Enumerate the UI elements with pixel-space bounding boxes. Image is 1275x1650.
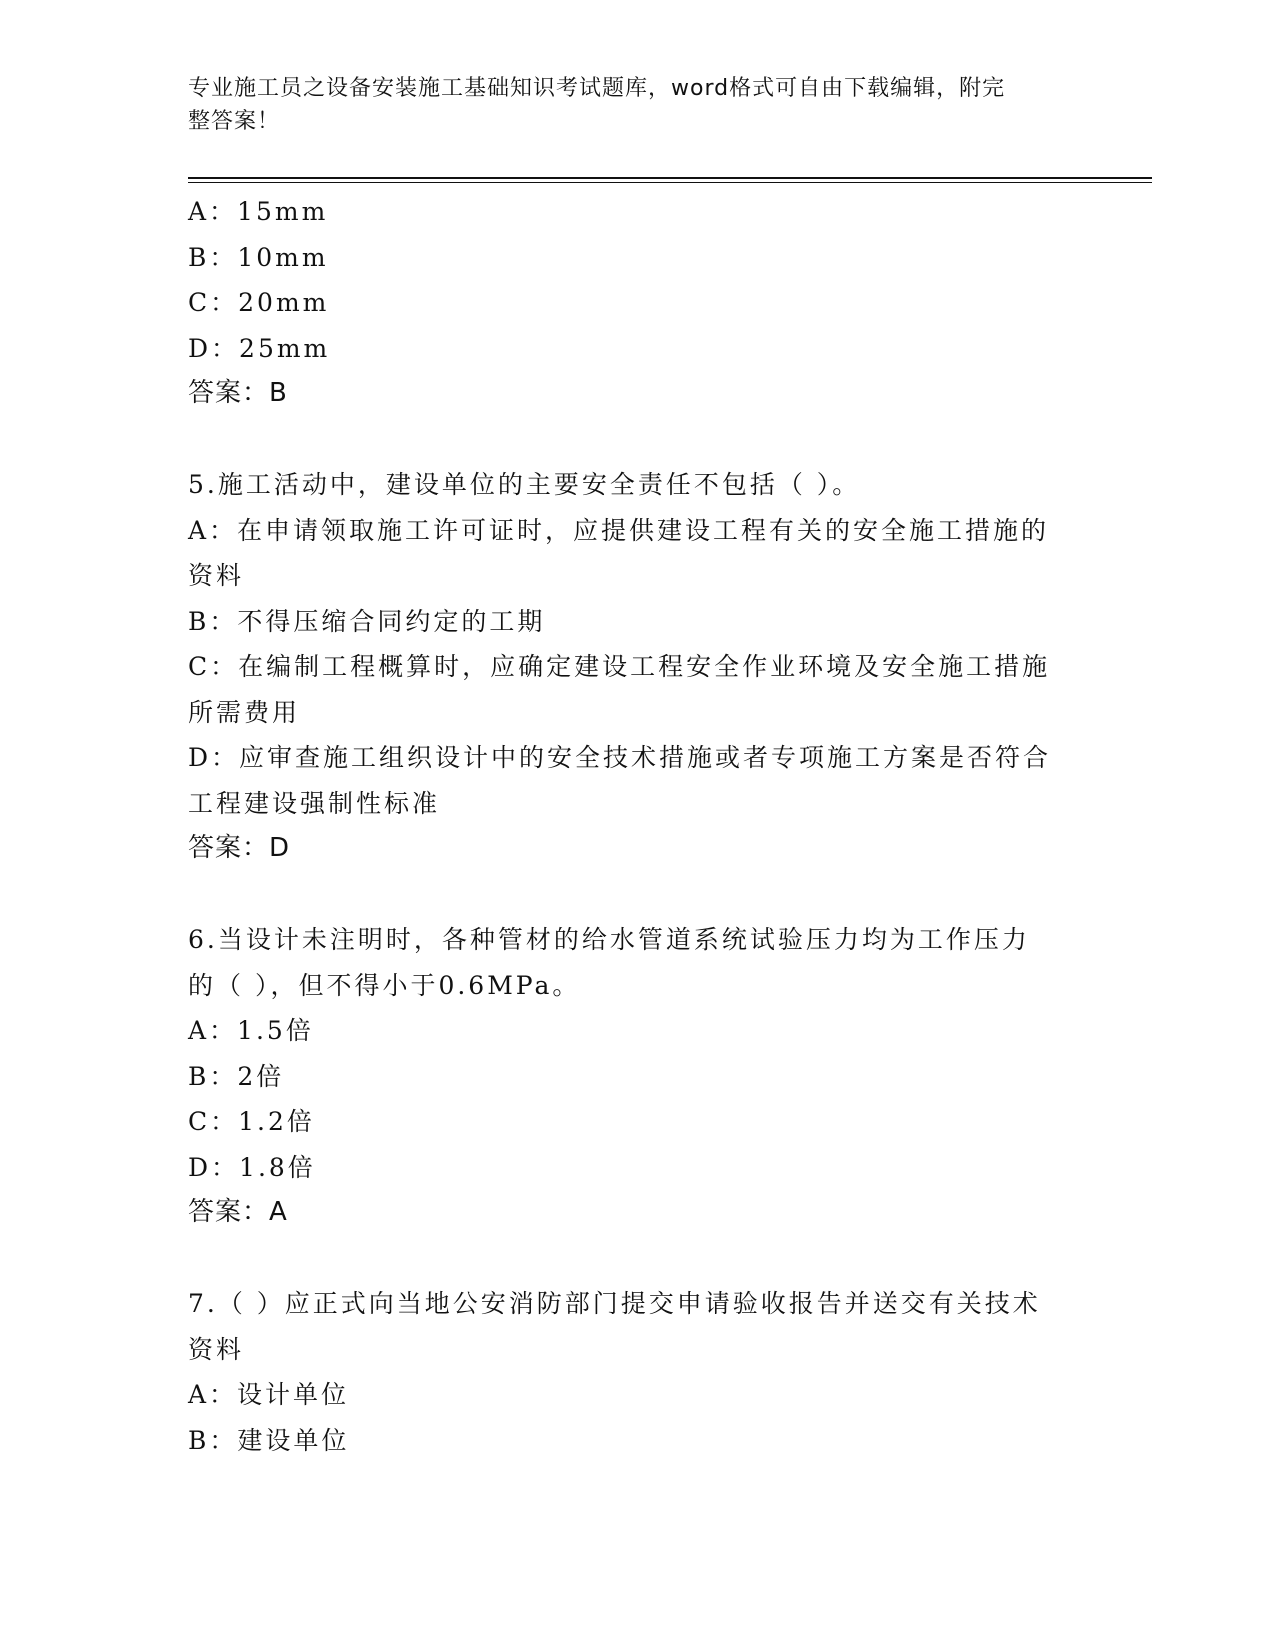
option-a: A：1.5倍: [188, 1016, 314, 1045]
header-divider-thin: [188, 182, 1152, 183]
option-c-continued: 所需费用: [188, 697, 301, 727]
header-divider-thick: [188, 177, 1152, 179]
option-d: D：应审查施工组织设计中的安全技术措施或者专项施工方案是否符合: [188, 743, 1052, 772]
question-text: 7.（ ）应正式向当地公安消防部门提交申请验收报告并送交有关技术: [188, 1289, 1041, 1318]
question-text: 5.施工活动中，建设单位的主要安全责任不包括（ ）。: [188, 470, 861, 499]
question-list: [188, 189, 1088, 1463]
option-b: B：2倍: [188, 1061, 285, 1091]
question-4-block: [188, 189, 1088, 417]
question-text: 6.当设计未注明时，各种管材的给水管道系统试验压力均为工作压力: [188, 925, 1030, 954]
answer-line: 答案：A: [188, 1197, 288, 1227]
question-5-block: [188, 462, 1088, 872]
option-a: A：在申请领取施工许可证时，应提供建设工程有关的安全施工措施的: [188, 515, 1050, 545]
spacer: [188, 417, 1088, 463]
spacer: [188, 1236, 1088, 1282]
option-b: B：10mm: [188, 242, 329, 272]
question-6-block: [188, 917, 1088, 1236]
option-c: C：20mm: [188, 288, 330, 317]
answer-line: 答案：B: [188, 378, 288, 408]
option-c: C：1.2倍: [188, 1107, 315, 1136]
question-7-block: [188, 1281, 1088, 1463]
document-header: [188, 72, 1068, 138]
option-c: C：在编制工程概算时，应确定建设工程安全作业环境及安全施工措施: [188, 652, 1051, 681]
option-b: B：建设单位: [188, 1425, 350, 1455]
option-d: D：25mm: [188, 333, 331, 363]
option-d-continued: 工程建设强制性标准: [188, 788, 441, 818]
header-line-1: 专业施工员之设备安装施工基础知识考试题库，word格式可自由下载编辑，附完: [188, 76, 1006, 101]
option-d: D：1.8倍: [188, 1152, 316, 1182]
spacer: [188, 872, 1088, 918]
option-a: A：设计单位: [188, 1380, 350, 1409]
option-b: B：不得压缩合同约定的工期: [188, 606, 546, 636]
option-a: A：15mm: [188, 197, 329, 226]
option-a-continued: 资料: [188, 561, 245, 590]
question-text-continued: 的（ ），但不得小于0.6MPa。: [188, 970, 581, 1000]
header-line-2: 整答案！: [188, 109, 281, 134]
answer-line: 答案：D: [188, 833, 291, 863]
question-text-continued: 资料: [188, 1334, 245, 1364]
